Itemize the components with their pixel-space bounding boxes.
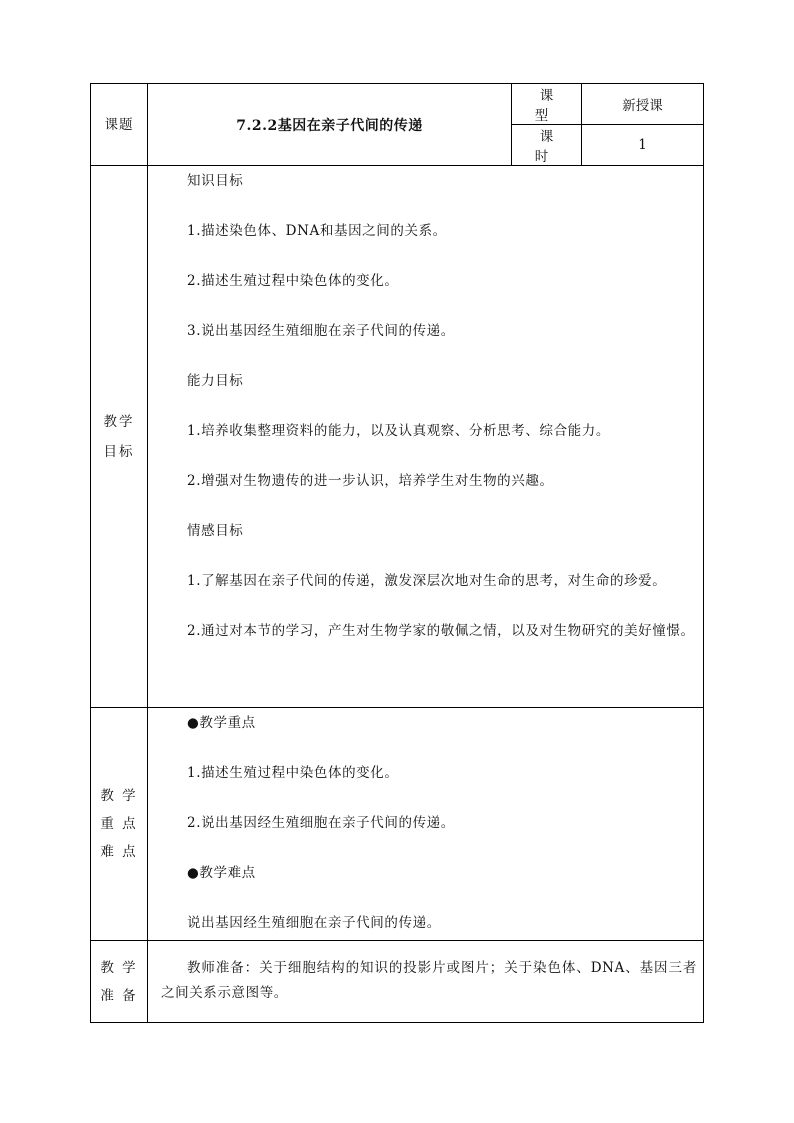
topic-label: 课题 <box>91 84 148 166</box>
objectives-heading-ability: 能力目标 <box>187 373 244 389</box>
lesson-type-value: 新授课 <box>582 84 704 125</box>
objectives-line: 3.说出基因经生殖细胞在亲子代间的传递。 <box>187 323 455 339</box>
keypoints-line: 2.说出基因经生殖细胞在亲子代间的传递。 <box>187 815 455 831</box>
keypoints-line: 说出基因经生殖细胞在亲子代间的传递。 <box>187 915 441 931</box>
preparation-label-text: 教 学 准 备 <box>100 959 138 1004</box>
objectives-label-text: 教学 目标 <box>103 413 135 460</box>
preparation-content <box>148 941 704 1023</box>
objectives-heading-emotion: 情感目标 <box>187 523 244 539</box>
keypoints-heading-focus: ●教学重点 <box>187 715 256 731</box>
keypoints-label <box>91 708 148 941</box>
objectives-line: 1.了解基因在亲子代间的传递，激发深层次地对生命的思考，对生命的珍爱。 <box>187 573 667 589</box>
objectives-line: 2.通过对本节的学习，产生对生物学家的敬佩之情，以及对生物研究的美好憧憬。 <box>187 623 695 639</box>
objectives-heading-knowledge: 知识目标 <box>187 173 244 189</box>
preparation-label <box>91 941 148 1023</box>
objectives-label <box>91 166 148 708</box>
lesson-period-label: 课 时 <box>512 125 582 166</box>
preparation-text: 教师准备：关于细胞结构的知识的投影片或图片；关于染色体、DNA、基因三者之间关系示意图等。 <box>161 960 697 1001</box>
objectives-content <box>148 166 704 708</box>
lesson-plan-table <box>90 83 704 1023</box>
objectives-line: 1.描述染色体、DNA和基因之间的关系。 <box>187 223 447 239</box>
objectives-line: 2.增强对生物遗传的进一步认识，培养学生对生物的兴趣。 <box>187 473 554 489</box>
lesson-type-label: 课 型 <box>512 84 582 125</box>
keypoints-line: 1.描述生殖过程中染色体的变化。 <box>187 765 399 781</box>
keypoints-label-text: 教 学 重 点 难 点 <box>100 788 138 860</box>
objectives-line: 1.培养收集整理资料的能力，以及认真观察、分析思考、综合能力。 <box>187 423 610 439</box>
objectives-line: 2.描述生殖过程中染色体的变化。 <box>187 273 399 289</box>
lesson-title: 7.2.2基因在亲子代间的传递 <box>148 84 512 166</box>
keypoints-content <box>148 708 704 941</box>
keypoints-heading-difficulty: ●教学难点 <box>187 865 256 881</box>
lesson-period-value: 1 <box>582 125 704 166</box>
